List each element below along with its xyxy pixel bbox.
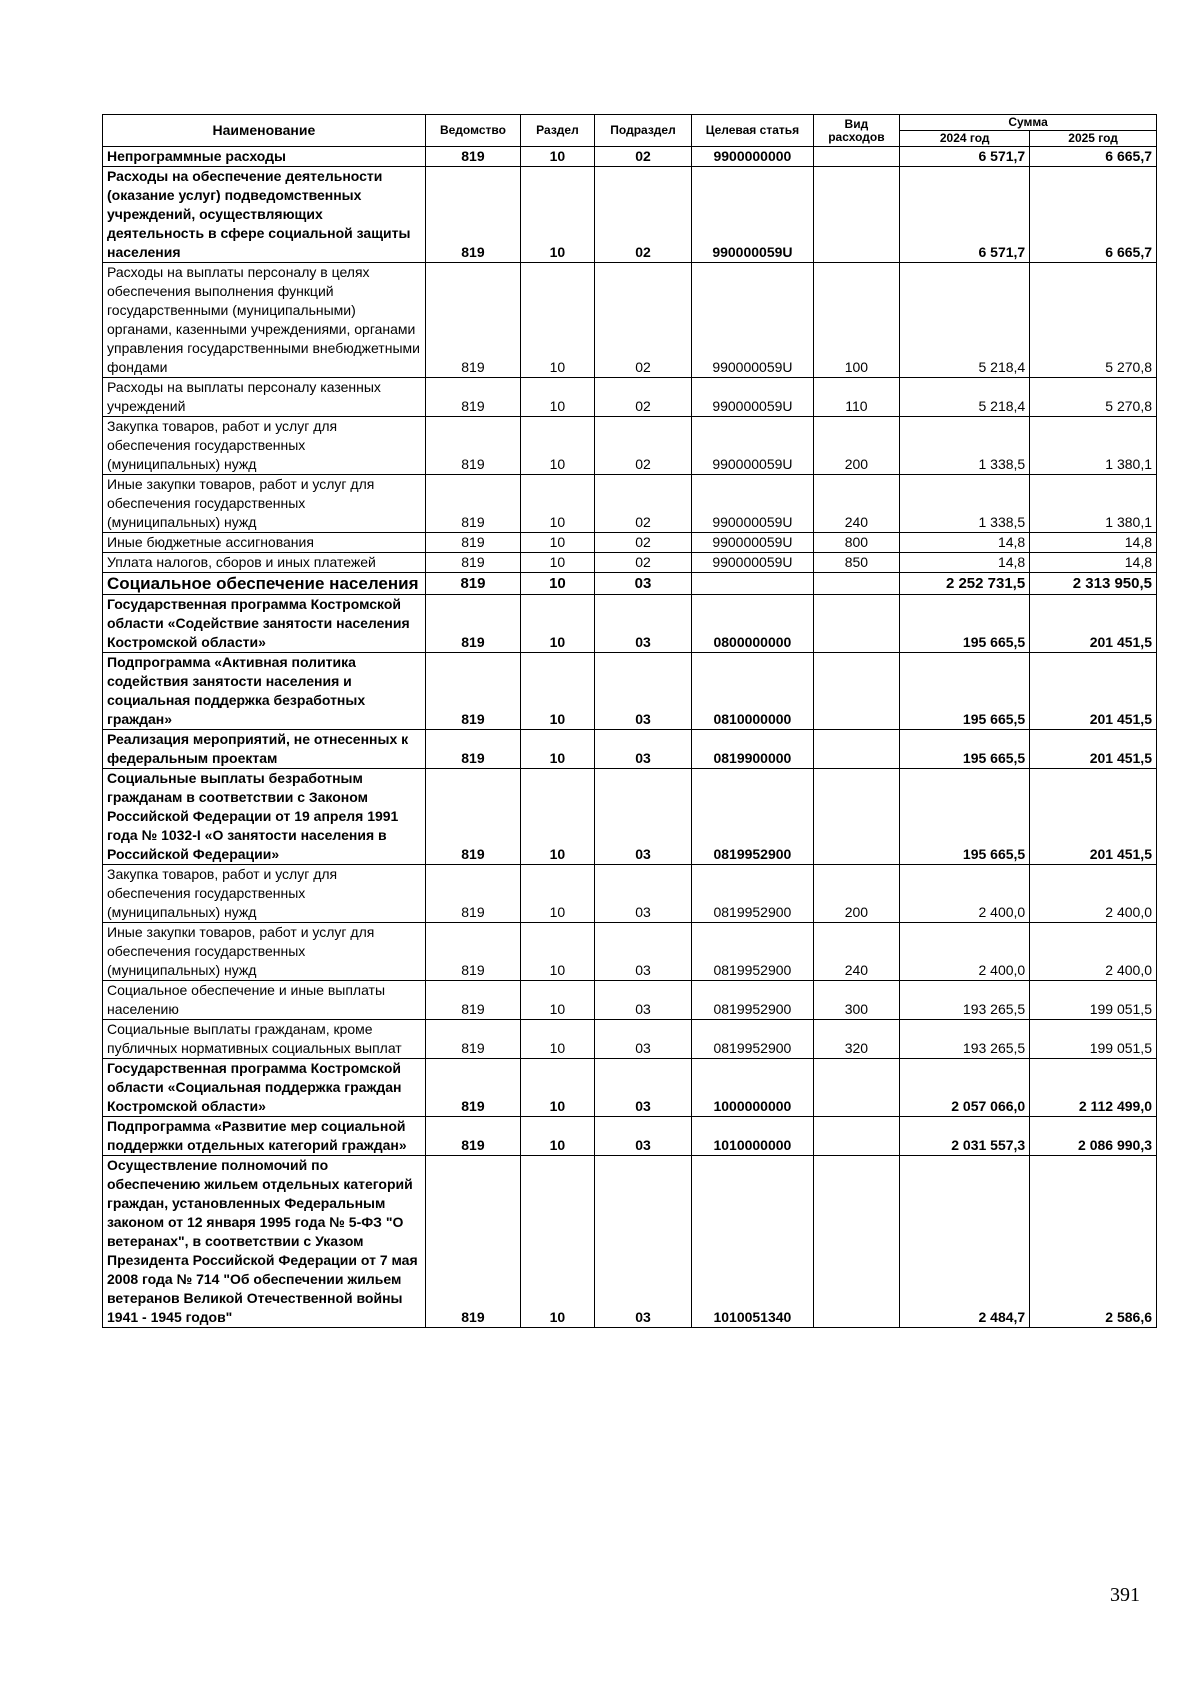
cell-sum-2025: 2 400,0 xyxy=(1030,923,1157,981)
cell-razdel: 10 xyxy=(521,573,595,595)
cell-razdel: 10 xyxy=(521,769,595,865)
cell-razdel: 10 xyxy=(521,533,595,553)
cell-vedomstvo: 819 xyxy=(425,378,520,417)
cell-name: Расходы на выплаты персоналу в целях обеспечения выполнения функций государственными (муниципальными) органами, казенными учреждениями, органами управления государственными внебюджетными фондами xyxy=(103,263,426,378)
cell-name: Подпрограмма «Активная политика содействия занятости населения и социальная поддержка безработных граждан» xyxy=(103,653,426,730)
cell-razdel: 10 xyxy=(521,981,595,1020)
cell-sum-2025: 201 451,5 xyxy=(1030,769,1157,865)
cell-vid xyxy=(813,147,900,167)
cell-razdel: 10 xyxy=(521,1020,595,1059)
cell-podrazdel: 02 xyxy=(594,475,691,533)
cell-vid xyxy=(813,769,900,865)
cell-razdel: 10 xyxy=(521,1059,595,1117)
cell-name: Закупка товаров, работ и услуг для обеспечения государственных (муниципальных) нужд xyxy=(103,417,426,475)
cell-sum-2025: 5 270,8 xyxy=(1030,263,1157,378)
cell-razdel: 10 xyxy=(521,653,595,730)
cell-razdel: 10 xyxy=(521,147,595,167)
cell-target: 0819952900 xyxy=(692,1020,813,1059)
cell-podrazdel: 03 xyxy=(594,981,691,1020)
cell-name: Непрограммные расходы xyxy=(103,147,426,167)
cell-podrazdel: 02 xyxy=(594,378,691,417)
cell-sum-2025: 1 380,1 xyxy=(1030,417,1157,475)
cell-name: Реализация мероприятий, не отнесенных к федеральным проектам xyxy=(103,730,426,769)
cell-sum-2024: 2 400,0 xyxy=(900,923,1030,981)
cell-vid xyxy=(813,1117,900,1156)
cell-sum-2024: 5 218,4 xyxy=(900,378,1030,417)
header-vedomstvo: Ведомство xyxy=(425,115,520,147)
cell-sum-2024: 5 218,4 xyxy=(900,263,1030,378)
header-year-2024: 2024 год xyxy=(900,131,1030,147)
cell-sum-2025: 14,8 xyxy=(1030,533,1157,553)
cell-target: 0800000000 xyxy=(692,595,813,653)
cell-name: Социальные выплаты гражданам, кроме публичных нормативных социальных выплат xyxy=(103,1020,426,1059)
cell-name: Социальные выплаты безработным гражданам в соответствии с Законом Российской Федерации от 19 апреля 1991 года № 1032-I «О занятости населения в Российской Федерации» xyxy=(103,769,426,865)
table-row xyxy=(103,553,1157,573)
header-target: Целевая статья xyxy=(692,115,813,147)
table-row xyxy=(103,653,1157,730)
table-row xyxy=(103,1117,1157,1156)
cell-razdel: 10 xyxy=(521,553,595,573)
cell-vedomstvo: 819 xyxy=(425,923,520,981)
cell-sum-2024: 193 265,5 xyxy=(900,1020,1030,1059)
cell-vid: 850 xyxy=(813,553,900,573)
cell-podrazdel: 03 xyxy=(594,730,691,769)
cell-vid: 320 xyxy=(813,1020,900,1059)
cell-sum-2024: 195 665,5 xyxy=(900,769,1030,865)
cell-name: Государственная программа Костромской области «Содействие занятости населения Костромской области» xyxy=(103,595,426,653)
cell-podrazdel: 02 xyxy=(594,147,691,167)
cell-vedomstvo: 819 xyxy=(425,553,520,573)
cell-vid: 200 xyxy=(813,865,900,923)
budget-table xyxy=(102,114,1157,1328)
header-year-2025: 2025 год xyxy=(1030,131,1157,147)
cell-vedomstvo: 819 xyxy=(425,573,520,595)
cell-sum-2024: 193 265,5 xyxy=(900,981,1030,1020)
cell-vid xyxy=(813,730,900,769)
cell-target: 1010051340 xyxy=(692,1156,813,1328)
cell-podrazdel: 03 xyxy=(594,1020,691,1059)
cell-podrazdel: 03 xyxy=(594,1059,691,1117)
cell-vid xyxy=(813,1156,900,1328)
header-razdel: Раздел xyxy=(521,115,595,147)
table-row xyxy=(103,730,1157,769)
cell-name: Иные закупки товаров, работ и услуг для обеспечения государственных (муниципальных) нужд xyxy=(103,923,426,981)
cell-razdel: 10 xyxy=(521,167,595,263)
cell-sum-2025: 2 112 499,0 xyxy=(1030,1059,1157,1117)
cell-podrazdel: 03 xyxy=(594,1117,691,1156)
cell-sum-2025: 5 270,8 xyxy=(1030,378,1157,417)
cell-vid: 200 xyxy=(813,417,900,475)
table-row xyxy=(103,769,1157,865)
cell-name: Уплата налогов, сборов и иных платежей xyxy=(103,553,426,573)
cell-sum-2024: 195 665,5 xyxy=(900,730,1030,769)
cell-podrazdel: 02 xyxy=(594,533,691,553)
table-row xyxy=(103,865,1157,923)
cell-vedomstvo: 819 xyxy=(425,595,520,653)
cell-target: 0819900000 xyxy=(692,730,813,769)
cell-name: Иные бюджетные ассигнования xyxy=(103,533,426,553)
cell-target: 990000059U xyxy=(692,167,813,263)
cell-sum-2025: 14,8 xyxy=(1030,553,1157,573)
cell-razdel: 10 xyxy=(521,263,595,378)
cell-vedomstvo: 819 xyxy=(425,533,520,553)
cell-podrazdel: 03 xyxy=(594,573,691,595)
cell-sum-2025: 2 400,0 xyxy=(1030,865,1157,923)
cell-sum-2024: 14,8 xyxy=(900,553,1030,573)
cell-razdel: 10 xyxy=(521,378,595,417)
cell-sum-2025: 6 665,7 xyxy=(1030,167,1157,263)
page-number: 391 xyxy=(1110,1584,1140,1606)
table-row xyxy=(103,533,1157,553)
cell-vid: 800 xyxy=(813,533,900,553)
cell-vedomstvo: 819 xyxy=(425,1059,520,1117)
cell-target: 1000000000 xyxy=(692,1059,813,1117)
cell-podrazdel: 03 xyxy=(594,865,691,923)
cell-target: 990000059U xyxy=(692,263,813,378)
cell-podrazdel: 03 xyxy=(594,923,691,981)
cell-vedomstvo: 819 xyxy=(425,981,520,1020)
cell-vid: 110 xyxy=(813,378,900,417)
cell-vedomstvo: 819 xyxy=(425,769,520,865)
cell-vid: 240 xyxy=(813,923,900,981)
cell-vedomstvo: 819 xyxy=(425,475,520,533)
cell-sum-2025: 2 586,6 xyxy=(1030,1156,1157,1328)
table-row xyxy=(103,595,1157,653)
cell-sum-2025: 199 051,5 xyxy=(1030,981,1157,1020)
header-podrazdel: Подраздел xyxy=(594,115,691,147)
cell-target: 0819952900 xyxy=(692,865,813,923)
cell-sum-2024: 2 031 557,3 xyxy=(900,1117,1030,1156)
cell-vedomstvo: 819 xyxy=(425,263,520,378)
table-row xyxy=(103,167,1157,263)
cell-target: 990000059U xyxy=(692,533,813,553)
cell-sum-2024: 2 057 066,0 xyxy=(900,1059,1030,1117)
cell-name: Подпрограмма «Развитие мер социальной поддержки отдельных категорий граждан» xyxy=(103,1117,426,1156)
table-row xyxy=(103,378,1157,417)
cell-vedomstvo: 819 xyxy=(425,147,520,167)
cell-sum-2025: 2 313 950,5 xyxy=(1030,573,1157,595)
cell-target: 990000059U xyxy=(692,378,813,417)
cell-target: 0819952900 xyxy=(692,981,813,1020)
cell-sum-2025: 201 451,5 xyxy=(1030,595,1157,653)
cell-vedomstvo: 819 xyxy=(425,730,520,769)
header-vid: Вид расходов xyxy=(813,115,900,147)
table-row xyxy=(103,981,1157,1020)
cell-name: Иные закупки товаров, работ и услуг для обеспечения государственных (муниципальных) нужд xyxy=(103,475,426,533)
cell-razdel: 10 xyxy=(521,730,595,769)
cell-sum-2025: 201 451,5 xyxy=(1030,653,1157,730)
cell-target: 1010000000 xyxy=(692,1117,813,1156)
cell-razdel: 10 xyxy=(521,595,595,653)
cell-target: 990000059U xyxy=(692,417,813,475)
cell-sum-2024: 195 665,5 xyxy=(900,595,1030,653)
cell-sum-2024: 14,8 xyxy=(900,533,1030,553)
cell-sum-2024: 6 571,7 xyxy=(900,147,1030,167)
cell-razdel: 10 xyxy=(521,923,595,981)
cell-name: Расходы на обеспечение деятельности (оказание услуг) подведомственных учреждений, осуществляющих деятельность в сфере социальной защиты населения xyxy=(103,167,426,263)
cell-name: Государственная программа Костромской области «Социальная поддержка граждан Костромской области» xyxy=(103,1059,426,1117)
cell-razdel: 10 xyxy=(521,1117,595,1156)
table-row xyxy=(103,923,1157,981)
cell-vedomstvo: 819 xyxy=(425,1156,520,1328)
cell-name: Закупка товаров, работ и услуг для обеспечения государственных (муниципальных) нужд xyxy=(103,865,426,923)
cell-sum-2024: 2 400,0 xyxy=(900,865,1030,923)
cell-podrazdel: 03 xyxy=(594,653,691,730)
table-row xyxy=(103,573,1157,595)
cell-vid: 240 xyxy=(813,475,900,533)
cell-name: Расходы на выплаты персоналу казенных учреждений xyxy=(103,378,426,417)
cell-sum-2025: 201 451,5 xyxy=(1030,730,1157,769)
table-body xyxy=(103,147,1157,1328)
table-row xyxy=(103,475,1157,533)
table-row xyxy=(103,147,1157,167)
cell-sum-2024: 195 665,5 xyxy=(900,653,1030,730)
table-header xyxy=(103,115,1157,147)
table-row xyxy=(103,263,1157,378)
cell-sum-2025: 1 380,1 xyxy=(1030,475,1157,533)
cell-razdel: 10 xyxy=(521,1156,595,1328)
cell-razdel: 10 xyxy=(521,475,595,533)
cell-podrazdel: 02 xyxy=(594,553,691,573)
cell-podrazdel: 02 xyxy=(594,263,691,378)
cell-vid xyxy=(813,1059,900,1117)
cell-sum-2025: 6 665,7 xyxy=(1030,147,1157,167)
cell-name: Социальное обеспечение и иные выплаты населению xyxy=(103,981,426,1020)
cell-podrazdel: 02 xyxy=(594,167,691,263)
cell-vedomstvo: 819 xyxy=(425,1117,520,1156)
cell-vid xyxy=(813,573,900,595)
cell-vid xyxy=(813,167,900,263)
cell-vedomstvo: 819 xyxy=(425,1020,520,1059)
cell-vedomstvo: 819 xyxy=(425,865,520,923)
table-row xyxy=(103,1020,1157,1059)
cell-vid: 300 xyxy=(813,981,900,1020)
cell-podrazdel: 03 xyxy=(594,595,691,653)
cell-razdel: 10 xyxy=(521,417,595,475)
cell-sum-2024: 2 484,7 xyxy=(900,1156,1030,1328)
cell-sum-2024: 1 338,5 xyxy=(900,417,1030,475)
table-row xyxy=(103,1156,1157,1328)
cell-razdel: 10 xyxy=(521,865,595,923)
cell-target: 0819952900 xyxy=(692,769,813,865)
cell-target: 990000059U xyxy=(692,553,813,573)
cell-name: Осуществление полномочий по обеспечению жильем отдельных категорий граждан, установленных Федеральным законом от 12 января 1995 года № 5-ФЗ "О ветеранах", в соответствии с Указом Президента Российской Федерации от 7 мая 2008 года № 714 "Об обеспечении жильем ветеранов Великой Отечественной войны 1941 - 1945 годов" xyxy=(103,1156,426,1328)
cell-target xyxy=(692,573,813,595)
cell-sum-2025: 2 086 990,3 xyxy=(1030,1117,1157,1156)
table-row xyxy=(103,417,1157,475)
cell-sum-2025: 199 051,5 xyxy=(1030,1020,1157,1059)
cell-target: 0819952900 xyxy=(692,923,813,981)
cell-target: 990000059U xyxy=(692,475,813,533)
cell-podrazdel: 02 xyxy=(594,417,691,475)
cell-target: 9900000000 xyxy=(692,147,813,167)
cell-target: 0810000000 xyxy=(692,653,813,730)
cell-sum-2024: 1 338,5 xyxy=(900,475,1030,533)
cell-podrazdel: 03 xyxy=(594,769,691,865)
cell-vedomstvo: 819 xyxy=(425,653,520,730)
table-row xyxy=(103,1059,1157,1117)
cell-vedomstvo: 819 xyxy=(425,167,520,263)
cell-vid: 100 xyxy=(813,263,900,378)
cell-sum-2024: 6 571,7 xyxy=(900,167,1030,263)
cell-podrazdel: 03 xyxy=(594,1156,691,1328)
cell-name: Социальное обеспечение населения xyxy=(103,573,426,595)
cell-sum-2024: 2 252 731,5 xyxy=(900,573,1030,595)
header-name: Наименование xyxy=(103,115,426,147)
cell-vedomstvo: 819 xyxy=(425,417,520,475)
cell-vid xyxy=(813,595,900,653)
header-summa: Сумма xyxy=(900,115,1157,131)
cell-vid xyxy=(813,653,900,730)
